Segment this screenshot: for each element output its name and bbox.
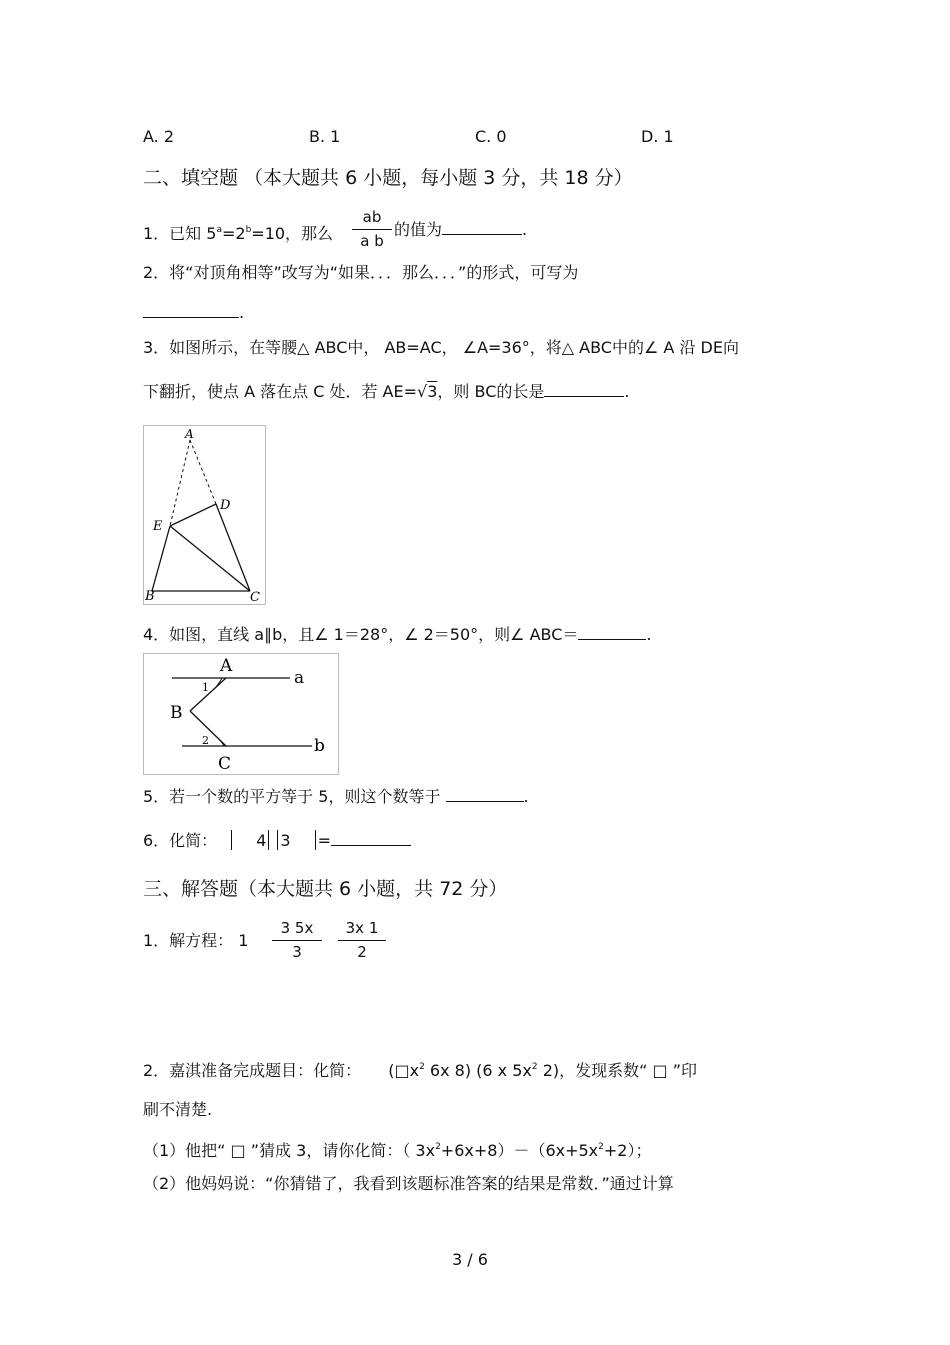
s3q2-sub1-c: +2）； (603, 1141, 652, 1160)
question-2-3: 3．如图所示，在等腰△ ABC中， AB=AC， ∠A=36°，将△ ABC中的∠ A 沿 DE向 (143, 338, 739, 357)
answer-blank[interactable] (143, 303, 239, 318)
fraction-bar (272, 940, 322, 941)
question-3-1: 1．解方程： 1 (143, 931, 249, 950)
triangle-diagram (144, 426, 265, 604)
s3q2-sub1-b: +6x+8）－（6x+5x (440, 1141, 599, 1160)
q1-mid: =2 (221, 224, 246, 243)
s3q2-sup: 2 (419, 1062, 425, 1072)
q1-after-text: 的值为 (394, 220, 443, 239)
q1-end: . (522, 220, 528, 239)
fraction-bar (352, 229, 392, 230)
q6-eq: = (317, 831, 331, 850)
answer-blank[interactable] (331, 831, 411, 846)
s3q1-f1-num: 3 5x (280, 919, 314, 937)
question-2-6 (143, 830, 411, 851)
question-2-4 (143, 625, 652, 645)
q6-n2: 3 (280, 831, 291, 850)
s3q1-fraction-1 (272, 919, 322, 961)
q6-n1: 4 (256, 831, 267, 850)
label-b-line: b (314, 736, 325, 756)
q1-fraction (352, 208, 392, 250)
answer-blank[interactable] (442, 220, 522, 235)
parallel-lines-figure (143, 653, 339, 775)
s3q2-sup-b: 2 (531, 1062, 538, 1072)
q6-text: 6．化简： (143, 831, 218, 850)
label-angle-1: 1 (202, 681, 209, 694)
answer-blank[interactable] (544, 382, 624, 397)
section-heading-solve: 三、解答题（本大题共 6 小题，共 72 分） (143, 878, 508, 900)
s3q2-sub1 (143, 1137, 651, 1161)
label-a-upper: A (220, 656, 233, 676)
s3q2-sub1-a: （1）他把“ □ ”猜成 3，请你化简：（ 3x (143, 1141, 436, 1160)
parallel-lines-diagram (144, 654, 338, 774)
q1-frac-num: ab (362, 208, 382, 226)
s3q2-expr: (□x (388, 1061, 420, 1080)
s3q1-f2-den: 2 (357, 943, 367, 961)
q3-line2: 下翻折，使点 A 落在点 C 处．若 AE=√3，则 BC的长是 . (143, 382, 630, 401)
q2-end: . (239, 303, 245, 322)
abs-bar (315, 830, 316, 850)
abs-bar (277, 830, 278, 850)
answer-blank[interactable] (446, 787, 524, 802)
label-a-line: a (294, 668, 305, 688)
label-e: E (153, 519, 163, 534)
q4-end: . (646, 625, 652, 644)
q1-frac-den: a b (360, 232, 384, 250)
label-a: A (185, 427, 194, 441)
question-2-2: 2．将“对顶角相等”改写为“如果．．．那么．．．”的形式，可写为 (143, 263, 579, 282)
q5-end: . (523, 787, 529, 806)
q2-answer-line (143, 303, 244, 323)
s3q2-sub1-sup: 2 (435, 1142, 441, 1152)
question-2-5 (143, 787, 529, 807)
abs-bar (231, 830, 232, 850)
q1-after (394, 220, 527, 240)
q3-line2-a: 下翻折，使点 A 落在点 C 处．若 AE= (143, 382, 418, 401)
page-number: 3 / 6 (452, 1250, 488, 1269)
s3q2-sub2: （2）他妈妈说：“你猜错了，我看到该题标准答案的结果是常数．”通过计算 (143, 1174, 674, 1193)
question-3-2 (143, 1057, 697, 1081)
s3q1-fraction-2 (338, 919, 386, 961)
q4-text: 4．如图，直线 a∥b，且∠ 1＝28°，∠ 2＝50°，则∠ ABC＝ (143, 625, 579, 644)
abs-bar (268, 830, 269, 850)
q1-sup-a: a (216, 225, 222, 235)
s3q2-expr-end: 2)，发现系数“ □ ”印 (537, 1061, 698, 1080)
label-angle-2: 2 (202, 734, 209, 747)
label-b-upper: B (170, 703, 183, 723)
s3q1-f2-num: 3x 1 (345, 919, 379, 937)
q3-end: . (624, 382, 630, 401)
fraction-bar (338, 940, 386, 941)
q1-tail: =10，那么 (251, 224, 334, 243)
label-b: B (145, 589, 155, 604)
q1-sup-b: b (245, 225, 252, 235)
s3q2-expr-mid: 6x 8) (6 x 5x (424, 1061, 532, 1080)
choice-c: C. 0 (475, 127, 507, 146)
q5-text: 5．若一个数的平方等于 5，则这个数等于 (143, 787, 441, 806)
choice-a: A. 2 (143, 127, 175, 146)
label-c-upper: C (218, 754, 232, 774)
q1-text: 1．已知 5 (143, 224, 217, 243)
q3-line2-b: ，则 BC的长是 (437, 382, 545, 401)
s3q2-line2: 刷不清楚. (143, 1100, 213, 1119)
section-heading-fill-in: 二、填空题 （本大题共 6 小题，每小题 3 分，共 18 分） (143, 167, 633, 189)
q3-sqrt: 3 (427, 382, 438, 401)
answer-blank[interactable] (578, 625, 646, 640)
triangle-figure (143, 425, 266, 605)
label-c: C (250, 590, 260, 604)
s3q2-sub1-sup2: 2 (598, 1142, 604, 1152)
question-2-1 (143, 220, 333, 244)
s3q2-text: 2．嘉淇准备完成题目：化简： (143, 1061, 362, 1080)
choice-d: D. 1 (641, 127, 674, 146)
choice-b: B. 1 (309, 127, 341, 146)
label-d: D (220, 498, 231, 513)
s3q1-f1-den: 3 (292, 943, 302, 961)
